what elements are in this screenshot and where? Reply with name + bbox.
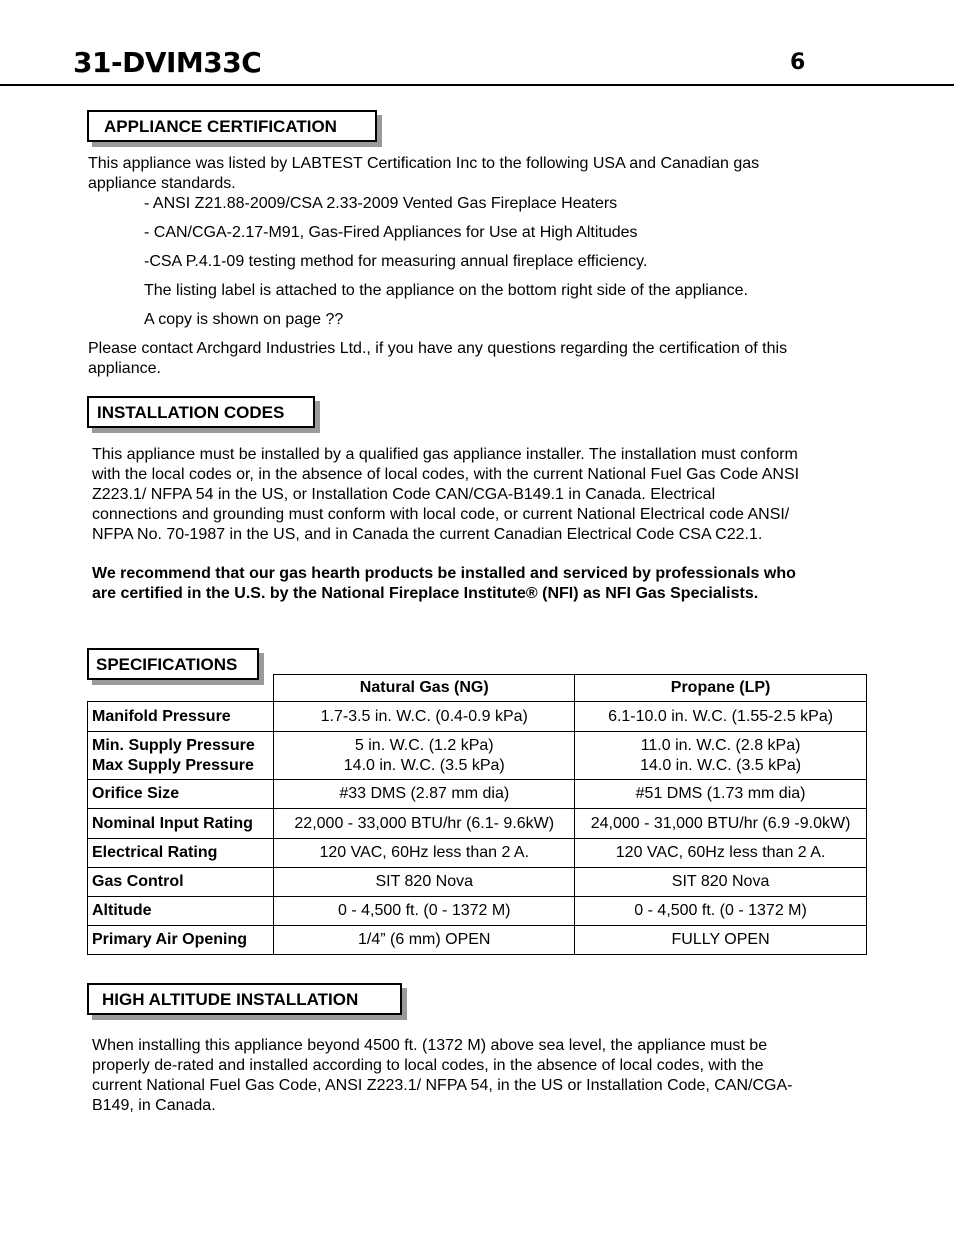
ng-value: 1.7-3.5 in. W.C. (0.4-0.9 kPa) — [274, 702, 575, 732]
certification-label-note: The listing label is attached to the appliance on the bottom right side of the appliance. — [144, 282, 748, 299]
lp-min-supply: 11.0 in. W.C. (2.8 kPa) — [640, 736, 801, 754]
lp-value: #51 DMS (1.73 mm dia) — [575, 780, 867, 809]
row-label: Electrical Rating — [88, 839, 274, 868]
high-altitude-heading: HIGH ALTITUDE INSTALLATION — [87, 983, 402, 1015]
table-row — [88, 839, 867, 868]
installation-line-5: NFPA No. 70-1987 in the US, and in Canada the current Canadian Electrical Code CSA C22.1. — [92, 526, 763, 543]
specifications-table — [87, 674, 867, 955]
column-header-natural-gas: Natural Gas (NG) — [274, 675, 575, 702]
table-row — [88, 732, 867, 780]
table-row — [88, 926, 867, 955]
table-header-row — [88, 675, 867, 702]
table-row — [88, 702, 867, 732]
table-row — [88, 897, 867, 926]
lp-value: 24,000 - 31,000 BTU/hr (6.9 -9.0kW) — [575, 809, 867, 839]
certification-copy-note: A copy is shown on page ?? — [144, 311, 344, 328]
row-label-min-supply: Min. Supply Pressure — [92, 736, 255, 754]
recommendation-line-1: We recommend that our gas hearth products be installed and serviced by professionals who — [92, 565, 796, 582]
high-altitude-line-1: When installing this appliance beyond 4500 ft. (1372 M) above sea level, the appliance must be — [92, 1037, 768, 1054]
ng-min-supply: 5 in. W.C. (1.2 kPa) — [354, 736, 494, 754]
column-header-propane: Propane (LP) — [575, 675, 867, 702]
lp-value: 120 VAC, 60Hz less than 2 A. — [575, 839, 867, 868]
row-label — [88, 732, 274, 780]
table-row — [88, 780, 867, 809]
row-label: Manifold Pressure — [88, 702, 274, 732]
ng-value: SIT 820 Nova — [274, 868, 575, 897]
table-row — [88, 868, 867, 897]
certification-intro-line-2: appliance standards. — [88, 175, 236, 192]
lp-value — [575, 732, 867, 780]
recommendation-line-2: are certified in the U.S. by the National Fireplace Institute® (NFI) as NFI Gas Specialists. — [92, 585, 759, 602]
certification-intro-line-1: This appliance was listed by LABTEST Certification Inc to the following USA and Canadian gas — [88, 155, 760, 172]
installation-line-4: connections and grounding must conform with local code, or current National Electrical code ANSI/ — [92, 506, 790, 523]
certification-contact-line-1: Please contact Archgard Industries Ltd., if you have any questions regarding the certification of this — [88, 340, 788, 357]
row-label: Nominal Input Rating — [88, 809, 274, 839]
installation-codes-heading: INSTALLATION CODES — [87, 396, 315, 428]
lp-max-supply: 14.0 in. W.C. (3.5 kPa) — [640, 756, 802, 774]
certification-standard-2: - CAN/CGA-2.17-M91, Gas-Fired Appliances for Use at High Altitudes — [144, 224, 638, 241]
ng-value: 120 VAC, 60Hz less than 2 A. — [274, 839, 575, 868]
table-row — [88, 809, 867, 839]
page-header — [0, 44, 954, 86]
row-label-max-supply: Max Supply Pressure — [92, 756, 254, 774]
appliance-certification-heading: APPLIANCE CERTIFICATION — [87, 110, 377, 142]
ng-value: #33 DMS (2.87 mm dia) — [274, 780, 575, 809]
installation-line-1: This appliance must be installed by a qualified gas appliance installer. The installation must conform — [92, 446, 798, 463]
installation-line-2: with the local codes or, in the absence of local codes, with the current National Fuel Gas Code ANSI — [92, 466, 800, 483]
table-corner-cell — [88, 675, 274, 702]
high-altitude-line-4: B149, in Canada. — [92, 1097, 216, 1114]
document-title: 31-DVIM33C — [73, 46, 262, 79]
high-altitude-line-2: properly de-rated and installed according to local codes, in the absence of local codes, with the — [92, 1057, 764, 1074]
installation-line-3: Z223.1/ NFPA 54 in the US, or Installation Code CAN/CGA-B149.1 in Canada. Electrical — [92, 486, 716, 503]
row-label: Primary Air Opening — [88, 926, 274, 955]
lp-value: 0 - 4,500 ft. (0 - 1372 M) — [575, 897, 867, 926]
lp-value: 6.1-10.0 in. W.C. (1.55-2.5 kPa) — [575, 702, 867, 732]
ng-value — [274, 732, 575, 780]
row-label: Orifice Size — [88, 780, 274, 809]
row-label: Altitude — [88, 897, 274, 926]
lp-value: FULLY OPEN — [575, 926, 867, 955]
high-altitude-line-3: current National Fuel Gas Code, ANSI Z223.1/ NFPA 54, in the US or Installation Code, CAN/CGA- — [92, 1077, 793, 1094]
page-number: 6 — [790, 50, 806, 75]
ng-value: 0 - 4,500 ft. (0 - 1372 M) — [274, 897, 575, 926]
lp-value: SIT 820 Nova — [575, 868, 867, 897]
certification-contact-line-2: appliance. — [88, 360, 161, 377]
certification-standard-3: -CSA P.4.1-09 testing method for measuring annual fireplace efficiency. — [144, 253, 648, 270]
ng-max-supply: 14.0 in. W.C. (3.5 kPa) — [343, 756, 505, 774]
ng-value: 1/4” (6 mm) OPEN — [274, 926, 575, 955]
ng-value: 22,000 - 33,000 BTU/hr (6.1- 9.6kW) — [274, 809, 575, 839]
specifications-heading: SPECIFICATIONS — [87, 648, 259, 680]
row-label: Gas Control — [88, 868, 274, 897]
certification-standard-1: - ANSI Z21.88-2009/CSA 2.33-2009 Vented Gas Fireplace Heaters — [144, 195, 618, 212]
